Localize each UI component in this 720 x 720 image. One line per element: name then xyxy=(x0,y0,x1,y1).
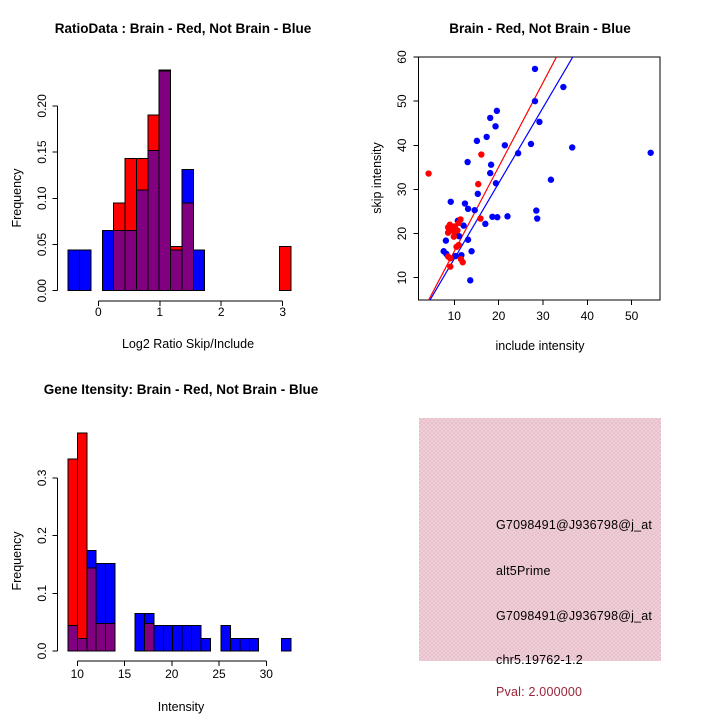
x-tick-label: 25 xyxy=(212,667,226,681)
x-tick-label: 0 xyxy=(94,305,102,319)
y-tick-label: 0.10 xyxy=(35,186,49,210)
histogram-bar-overlap xyxy=(77,638,86,651)
red-data-point xyxy=(453,244,459,250)
gene-histogram-xlabel: Intensity xyxy=(157,700,205,714)
histogram-bar xyxy=(221,626,230,651)
y-tick-label: 0.05 xyxy=(35,232,49,257)
y-tick-label: 0.15 xyxy=(35,140,49,164)
info-line-pval: Pval: 2.000000 xyxy=(496,685,583,699)
histogram-bar xyxy=(68,250,79,291)
histogram-bar-overlap xyxy=(106,623,115,651)
info-box xyxy=(419,418,661,699)
ratio-histogram-xlabel: Log2 Ratio Skip/Include xyxy=(121,337,255,351)
histogram-bar xyxy=(68,459,77,651)
blue-data-point xyxy=(464,159,470,165)
y-tick-label: 0.20 xyxy=(35,94,49,118)
x-tick-label: 50 xyxy=(624,309,639,323)
panel-gene-histogram xyxy=(0,360,360,720)
y-tick-label: 0.00 xyxy=(35,279,49,303)
histogram-bar xyxy=(192,626,201,651)
blue-data-point xyxy=(534,215,540,221)
blue-data-point xyxy=(548,177,554,183)
histogram-bar-overlap xyxy=(144,623,153,651)
intensity-scatter-plot xyxy=(360,0,720,360)
blue-data-point xyxy=(502,142,508,148)
info-line-location: chr5.19762-1.2 xyxy=(496,653,583,667)
y-tick-label: 50 xyxy=(395,94,409,108)
blue-data-point xyxy=(474,138,480,144)
x-tick-label: 3 xyxy=(279,305,287,319)
red-data-point xyxy=(425,170,431,176)
ratio-histogram-ylabel: Frequency xyxy=(10,168,24,228)
x-tick-label: 10 xyxy=(70,667,84,681)
gene-histogram-ylabel: Frequency xyxy=(10,531,24,591)
scatter-title: Brain - Red, Not Brain - Blue xyxy=(449,21,631,36)
info-line-probe-id-2: G7098491@J936798@j_at xyxy=(496,609,653,623)
blue-data-point xyxy=(647,150,653,156)
histogram-bar xyxy=(230,638,239,651)
y-tick-label: 40 xyxy=(395,138,409,152)
y-tick-label: 30 xyxy=(395,182,409,197)
red-data-point xyxy=(451,233,457,239)
histogram-bar-overlap xyxy=(125,231,136,291)
red-data-point xyxy=(447,263,453,269)
histogram-bar-overlap xyxy=(87,568,96,651)
y-tick-label: 0.3 xyxy=(35,469,49,487)
x-tick-label: 20 xyxy=(491,309,506,323)
scatter-xlabel: include intensity xyxy=(495,339,585,353)
info-line-event-type: alt5Prime xyxy=(496,564,551,578)
histogram-bar xyxy=(77,433,86,651)
blue-data-point xyxy=(504,213,510,219)
x-tick-label: 30 xyxy=(259,667,273,681)
y-tick-label: 0.0 xyxy=(35,642,49,660)
histogram-bar-overlap xyxy=(68,626,77,651)
histogram-bar xyxy=(280,246,291,290)
histogram-bar-overlap xyxy=(96,623,105,651)
red-data-point xyxy=(460,259,466,265)
histogram-bar-overlap xyxy=(182,203,193,291)
blue-data-point xyxy=(488,162,494,168)
x-tick-label: 1 xyxy=(156,305,164,319)
ratio-histogram-plot xyxy=(0,0,360,360)
blue-data-point xyxy=(569,144,575,150)
blue-data-point xyxy=(532,66,538,72)
y-tick-label: 10 xyxy=(395,271,409,285)
histogram-bar xyxy=(80,250,91,291)
histogram-bar-overlap xyxy=(171,250,182,291)
gene-histogram-title: Gene Itensity: Brain - Red, Not Brain - Blue xyxy=(43,382,319,397)
blue-data-point xyxy=(465,237,471,243)
histogram-bar xyxy=(182,626,191,651)
y-tick-label: 0.2 xyxy=(35,527,49,544)
histogram-bar xyxy=(173,626,182,651)
red-line xyxy=(429,56,558,301)
histogram-bar xyxy=(154,626,163,651)
x-tick-label: 15 xyxy=(117,667,132,681)
histogram-bar xyxy=(163,626,172,651)
panel-ratio-histogram xyxy=(0,0,360,360)
histogram-bar-overlap xyxy=(159,71,170,291)
blue-data-point xyxy=(468,248,474,254)
panel-info xyxy=(360,360,720,720)
x-tick-label: 10 xyxy=(447,309,461,323)
red-data-point xyxy=(445,229,451,235)
blue-data-point xyxy=(487,170,493,176)
y-tick-label: 60 xyxy=(395,50,409,64)
x-tick-label: 20 xyxy=(165,667,179,681)
histogram-bar-overlap xyxy=(114,231,125,291)
y-tick-label: 0.1 xyxy=(35,584,49,602)
red-data-point xyxy=(478,151,484,157)
info-line-probe-id: G7098491@J936798@j_at xyxy=(496,518,653,532)
blue-data-point xyxy=(475,191,481,197)
histogram-bar xyxy=(193,250,204,291)
panel-intensity-scatter xyxy=(360,0,720,360)
blue-data-point xyxy=(536,119,542,125)
histogram-bar xyxy=(249,638,258,651)
blue-data-point xyxy=(533,207,539,213)
histogram-bar xyxy=(281,638,290,651)
blue-data-point xyxy=(532,98,538,104)
x-tick-label: 40 xyxy=(580,309,594,323)
histogram-bar xyxy=(135,613,144,651)
histogram-bar xyxy=(102,231,113,291)
plot-box xyxy=(418,57,660,300)
x-tick-label: 2 xyxy=(217,305,225,319)
blue-data-point xyxy=(494,214,500,220)
blue-data-point xyxy=(560,84,566,90)
x-tick-label: 30 xyxy=(536,309,550,323)
blue-data-point xyxy=(483,134,489,140)
blue-data-point xyxy=(465,206,471,212)
blue-data-point xyxy=(528,141,534,147)
blue-data-point xyxy=(492,123,498,129)
blue-data-point xyxy=(494,108,500,114)
histogram-bar-overlap xyxy=(148,150,159,290)
y-tick-label: 20 xyxy=(395,226,409,241)
red-data-point xyxy=(447,255,453,261)
blue-data-point xyxy=(515,150,521,156)
histogram-bar xyxy=(201,638,210,651)
histogram-bar-overlap xyxy=(136,190,147,291)
gene-histogram-plot xyxy=(0,360,360,720)
histogram-bar xyxy=(240,638,249,651)
blue-data-point xyxy=(448,199,454,205)
blue-data-point xyxy=(443,237,449,243)
red-data-point xyxy=(477,215,483,221)
scatter-ylabel: skip intensity xyxy=(370,142,384,214)
blue-data-point xyxy=(487,115,493,121)
blue-data-point xyxy=(493,180,499,186)
red-data-point xyxy=(475,181,481,187)
blue-data-point xyxy=(467,277,473,283)
blue-data-point xyxy=(482,221,488,227)
blue-data-point xyxy=(471,207,477,213)
ratio-histogram-title: RatioData : Brain - Red, Not Brain - Blue xyxy=(54,21,312,36)
